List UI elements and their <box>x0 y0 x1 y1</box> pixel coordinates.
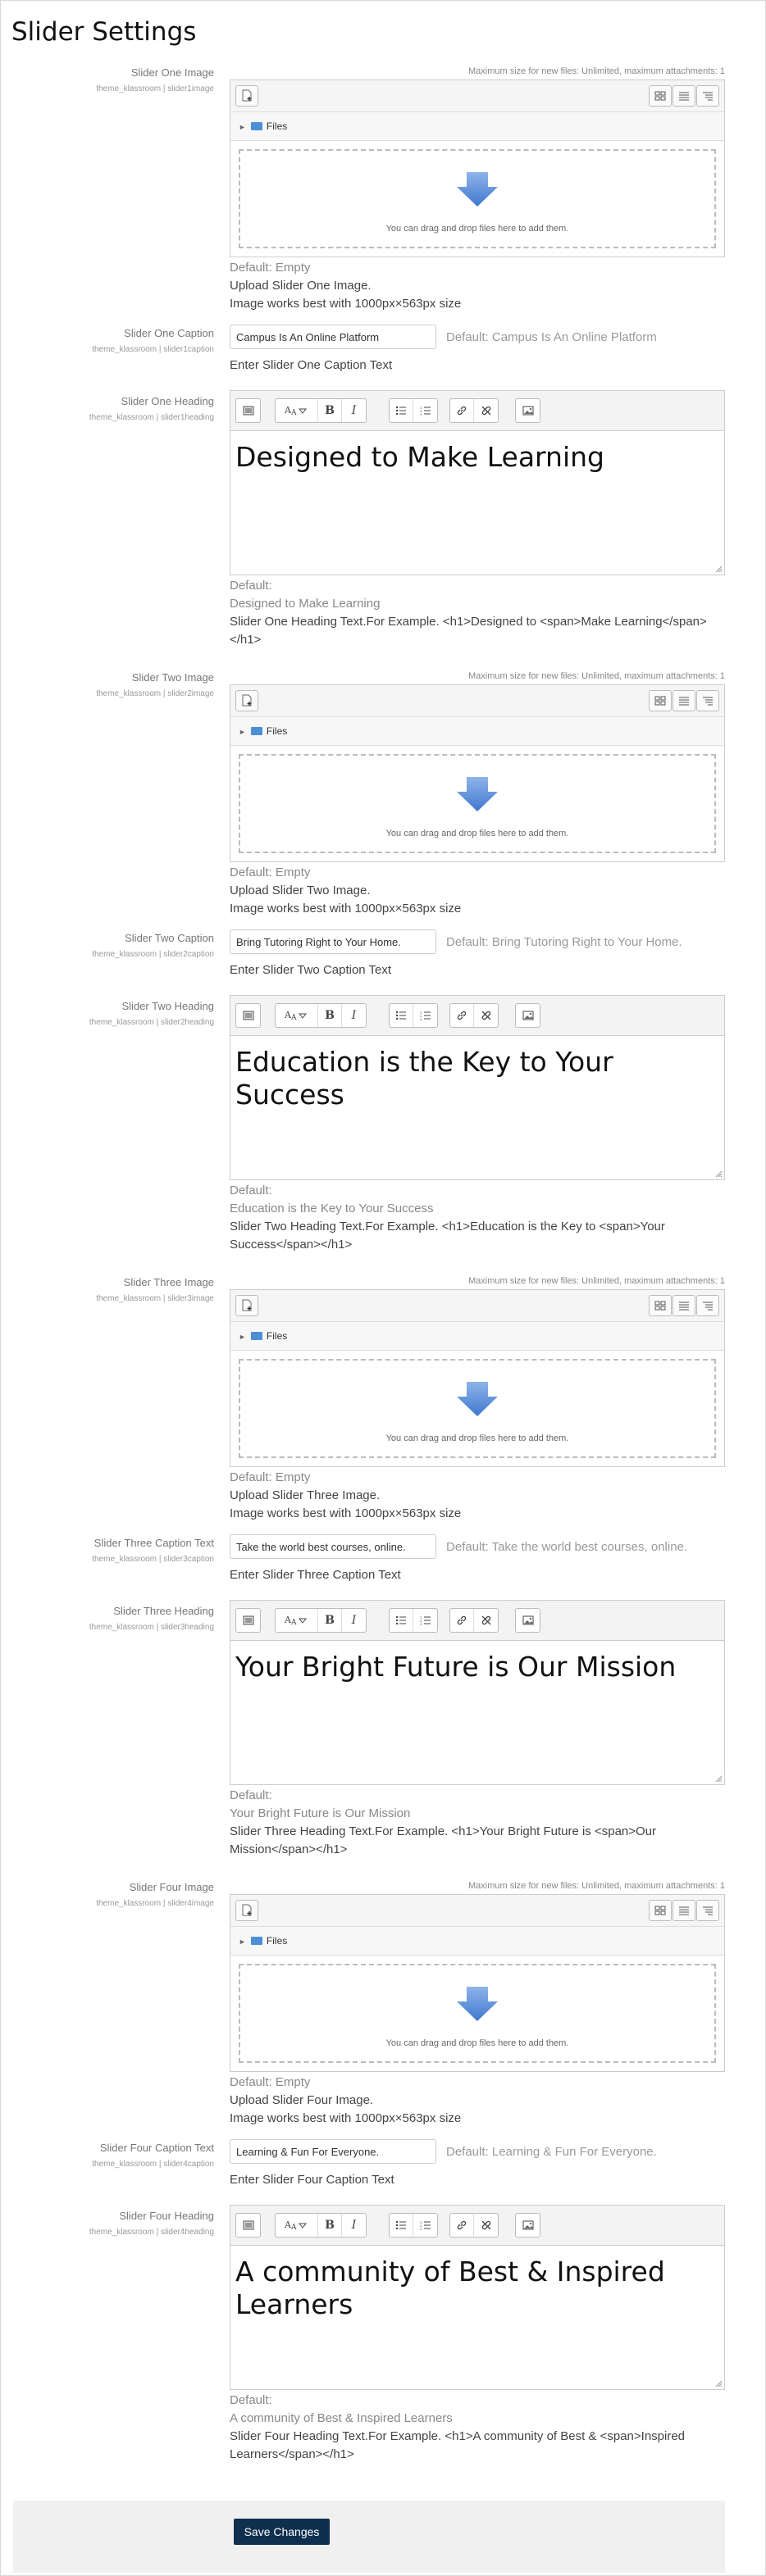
svg-text:A: A <box>290 1619 296 1626</box>
editor-heading-text: Your Bright Future is Our Mission <box>235 1651 677 1683</box>
setting-control <box>230 2139 725 2189</box>
setting-id: theme_klassroom | slider2heading <box>89 1018 214 1027</box>
svg-text:A: A <box>290 2224 296 2231</box>
numbered-list-icon[interactable] <box>413 1004 437 1027</box>
view-list-icon[interactable] <box>673 85 695 107</box>
svg-text:3: 3 <box>419 412 422 416</box>
folder-icon <box>251 1937 262 1945</box>
toolbar-toggle-icon[interactable] <box>236 399 260 422</box>
resize-grip-icon[interactable] <box>714 2379 723 2387</box>
setting-description: Upload Slider Four Image. <box>230 2093 374 2107</box>
toolbar-group <box>515 2213 540 2238</box>
toolbar-group <box>449 2213 499 2238</box>
italic-icon[interactable]: I <box>351 1614 357 1627</box>
toolbar-toggle-icon[interactable] <box>236 1609 260 1632</box>
setting-control <box>230 1600 725 1859</box>
toolbar-group <box>275 1003 367 1028</box>
svg-text:1: 1 <box>419 406 422 410</box>
svg-text:1: 1 <box>419 1615 422 1620</box>
bold-icon[interactable]: B <box>318 1004 342 1027</box>
editor-content[interactable] <box>230 2246 724 2389</box>
drop-instructions: You can drag and drop files here to add them. <box>385 1433 569 1443</box>
file-manager <box>230 80 725 257</box>
default-value: Default: Empty <box>230 261 311 275</box>
bold-icon[interactable]: B <box>318 399 342 422</box>
folder-path[interactable] <box>230 717 724 746</box>
setting-label: Slider Two Caption <box>125 932 214 944</box>
toolbar-group <box>275 2213 367 2238</box>
editor-heading-text: Designed to Make Learning <box>235 441 604 473</box>
download-arrow-icon <box>457 1382 498 1416</box>
setting-id: theme_klassroom | slider4image <box>96 1899 214 1908</box>
default-label: Default: <box>230 1184 272 1197</box>
view-list-icon[interactable] <box>673 690 695 711</box>
view-tree-icon[interactable] <box>696 1295 719 1316</box>
setting-id: theme_klassroom | slider1heading <box>89 413 214 422</box>
setting-label: Slider One Heading <box>121 395 214 407</box>
download-arrow-icon <box>457 172 498 207</box>
bullet-list-icon[interactable] <box>390 399 413 422</box>
svg-text:2: 2 <box>419 1619 422 1623</box>
caption-input[interactable] <box>230 325 436 349</box>
svg-text:1: 1 <box>419 1011 422 1015</box>
files-label: Files <box>266 120 288 132</box>
toolbar-toggle-icon[interactable] <box>236 1004 260 1027</box>
default-value: Default: Empty <box>230 865 311 879</box>
italic-icon[interactable]: I <box>351 2219 357 2232</box>
folder-path[interactable] <box>230 112 724 141</box>
folder-icon <box>251 1332 262 1340</box>
default-value: Default: Campus Is An Online Platform <box>446 329 657 344</box>
svg-text:2: 2 <box>419 2224 422 2228</box>
unlink-icon[interactable] <box>474 399 498 422</box>
toolbar-group <box>389 1608 438 1633</box>
numbered-list-icon[interactable] <box>413 2214 437 2237</box>
view-tree-icon[interactable] <box>696 690 719 711</box>
setting-id: theme_klassroom | slider2caption <box>92 950 214 959</box>
setting-id: theme_klassroom | slider4caption <box>92 2160 214 2169</box>
setting-id: theme_klassroom | slider2image <box>96 689 214 698</box>
setting-description-size: Image works best with 1000px×563px size <box>230 2111 462 2125</box>
svg-text:1: 1 <box>419 2220 422 2224</box>
setting-label: Slider Three Heading <box>113 1605 214 1617</box>
default-label: Default: <box>230 2393 272 2407</box>
view-icons-icon[interactable] <box>649 85 672 107</box>
setting-control <box>230 1881 725 2128</box>
svg-text:A: A <box>284 2219 291 2230</box>
resize-grip-icon[interactable] <box>714 565 723 573</box>
drop-instructions: You can drag and drop files here to add them. <box>385 829 569 838</box>
folder-icon <box>251 727 262 735</box>
insert-image-icon[interactable] <box>516 399 540 422</box>
default-value: A community of Best & Inspired Learners <box>230 2411 453 2425</box>
editor-toolbar <box>230 2206 724 2246</box>
caption-input[interactable] <box>230 929 436 954</box>
setting-control <box>230 66 725 313</box>
setting-label: Slider Four Heading <box>119 2210 214 2222</box>
default-value: Default: Empty <box>230 1470 311 1484</box>
font-style-icon[interactable] <box>276 2214 318 2237</box>
setting-description: Upload Slider Two Image. <box>230 884 371 897</box>
page-title: Slider Settings <box>11 17 197 47</box>
drop-zone[interactable] <box>239 1964 716 2063</box>
svg-text:2: 2 <box>419 409 422 413</box>
svg-text:2: 2 <box>419 1014 422 1018</box>
resize-grip-icon[interactable] <box>714 1170 723 1178</box>
toolbar-group <box>515 398 540 423</box>
default-value: Default: Take the world best courses, online. <box>446 1539 688 1554</box>
setting-description: Enter Slider One Caption Text <box>230 358 393 372</box>
font-style-icon[interactable] <box>276 1004 318 1027</box>
default-value: Default: Learning & Fun For Everyone. <box>446 2144 657 2159</box>
insert-image-icon[interactable] <box>516 2214 540 2237</box>
view-tree-icon[interactable] <box>696 85 719 107</box>
setting-control <box>230 2205 725 2464</box>
setting-control <box>230 929 725 979</box>
download-arrow-icon <box>457 777 498 811</box>
insert-image-icon[interactable] <box>516 1004 540 1027</box>
link-icon[interactable] <box>450 1004 474 1027</box>
default-value: Your Bright Future is Our Mission <box>230 1806 411 1820</box>
max-size-note: Maximum size for new files: Unlimited, maximum attachments: 1 <box>468 66 725 76</box>
expand-triangle-icon: ► <box>239 123 246 131</box>
setting-label: Slider One Caption <box>124 327 214 339</box>
svg-text:A: A <box>290 409 296 416</box>
svg-text:3: 3 <box>419 2227 422 2230</box>
rich-text-editor <box>230 2205 725 2390</box>
drop-zone[interactable] <box>239 754 716 853</box>
unlink-icon[interactable] <box>474 1004 498 1027</box>
files-label: Files <box>266 1935 288 1947</box>
file-manager <box>230 1289 725 1467</box>
toolbar-group <box>235 398 261 423</box>
caption-input[interactable] <box>230 1534 436 1559</box>
expand-triangle-icon: ► <box>239 1333 246 1341</box>
numbered-list-icon[interactable] <box>413 399 437 422</box>
toolbar-group <box>275 1608 367 1633</box>
setting-description-size: Image works best with 1000px×563px size <box>230 902 462 915</box>
folder-icon <box>251 122 262 130</box>
setting-control <box>230 671 725 918</box>
setting-label: Slider One Image <box>130 66 214 79</box>
folder-path[interactable] <box>230 1927 724 1956</box>
default-label: Default: <box>230 1788 272 1802</box>
link-icon[interactable] <box>450 2214 474 2237</box>
link-icon[interactable] <box>450 399 474 422</box>
unlink-icon[interactable] <box>474 1609 498 1632</box>
view-tree-icon[interactable] <box>696 1900 719 1921</box>
drop-zone[interactable] <box>239 149 716 248</box>
toolbar-toggle-icon[interactable] <box>236 2214 260 2237</box>
expand-triangle-icon: ► <box>239 1938 246 1946</box>
files-label: Files <box>266 1330 288 1342</box>
max-size-note: Maximum size for new files: Unlimited, maximum attachments: 1 <box>468 1881 725 1891</box>
bullet-list-icon[interactable] <box>390 1609 413 1632</box>
svg-text:3: 3 <box>419 1622 422 1625</box>
setting-id: theme_klassroom | slider1caption <box>92 345 214 354</box>
drop-zone[interactable] <box>239 1359 716 1458</box>
font-style-icon[interactable] <box>276 399 318 422</box>
bullet-list-icon[interactable] <box>390 2214 413 2237</box>
add-file-icon[interactable] <box>235 690 258 711</box>
editor-toolbar <box>230 996 724 1036</box>
editor-content[interactable] <box>230 1036 724 1179</box>
setting-description: Enter Slider Three Caption Text <box>230 1568 401 1582</box>
editor-content[interactable] <box>230 1641 724 1784</box>
bold-icon[interactable]: B <box>318 1609 342 1632</box>
setting-control <box>230 1276 725 1523</box>
files-label: Files <box>266 725 288 737</box>
rich-text-editor <box>230 995 725 1180</box>
editor-toolbar <box>230 1601 724 1641</box>
bullet-list-icon[interactable] <box>390 1004 413 1027</box>
svg-text:A: A <box>284 405 291 416</box>
view-list-icon[interactable] <box>673 1295 695 1316</box>
insert-image-icon[interactable] <box>516 1609 540 1632</box>
italic-icon[interactable]: I <box>351 1009 357 1022</box>
font-style-icon[interactable] <box>276 1609 318 1632</box>
toolbar-group <box>515 1608 540 1633</box>
numbered-list-icon[interactable] <box>413 1609 437 1632</box>
file-manager-toolbar <box>230 80 724 112</box>
link-icon[interactable] <box>450 1609 474 1632</box>
toolbar-group <box>389 2213 438 2238</box>
toolbar-group <box>275 398 367 423</box>
svg-text:3: 3 <box>419 1017 422 1020</box>
toolbar-group <box>449 1608 499 1633</box>
setting-description: Slider Four Heading Text.For Example. <h1>A community of Best & <span>Inspired Learners</span></h1> <box>230 2429 686 2461</box>
setting-label: Slider Two Image <box>131 671 214 684</box>
rich-text-editor <box>230 1600 725 1785</box>
editor-toolbar <box>230 391 724 431</box>
folder-path[interactable] <box>230 1322 724 1351</box>
setting-description: Upload Slider Three Image. <box>230 1488 381 1502</box>
setting-label: Slider Four Image <box>129 1881 214 1893</box>
unlink-icon[interactable] <box>474 2214 498 2237</box>
setting-description: Slider One Heading Text.For Example. <h1>Designed to <span>Make Learning</span></h1> <box>230 615 707 647</box>
toolbar-group <box>389 398 438 423</box>
italic-icon[interactable]: I <box>351 404 357 417</box>
svg-text:A: A <box>284 1615 291 1625</box>
default-value: Default: Bring Tutoring Right to Your Home. <box>446 934 682 949</box>
setting-label: Slider Two Heading <box>121 1000 214 1012</box>
editor-content[interactable] <box>230 431 724 575</box>
toolbar-group <box>235 1608 261 1633</box>
setting-id: theme_klassroom | slider1image <box>96 84 214 93</box>
download-arrow-icon <box>457 1987 498 2021</box>
save-changes-button[interactable]: Save Changes <box>234 2519 330 2545</box>
setting-control <box>230 995 725 1254</box>
max-size-note: Maximum size for new files: Unlimited, maximum attachments: 1 <box>468 1276 725 1286</box>
file-manager <box>230 684 725 862</box>
setting-description: Slider Three Heading Text.For Example. <h1>Your Bright Future is <span>Our Mission</span></h1> <box>230 1824 657 1856</box>
setting-control <box>230 325 725 375</box>
setting-id: theme_klassroom | slider4heading <box>89 2228 214 2237</box>
svg-text:A: A <box>290 1014 296 1021</box>
svg-text:A: A <box>284 1010 291 1020</box>
view-list-icon[interactable] <box>673 1900 695 1921</box>
file-manager-toolbar <box>230 1895 724 1927</box>
editor-heading-text: Education is the Key to Your Success <box>235 1046 613 1111</box>
setting-id: theme_klassroom | slider3caption <box>92 1555 214 1564</box>
default-value: Designed to Make Learning <box>230 597 381 611</box>
setting-control <box>230 390 725 649</box>
view-icons-icon[interactable] <box>649 690 672 711</box>
caption-input[interactable] <box>230 2139 436 2164</box>
setting-id: theme_klassroom | slider3image <box>96 1294 214 1303</box>
setting-description: Upload Slider One Image. <box>230 279 372 293</box>
setting-control <box>230 1534 725 1584</box>
form-footer <box>13 2501 725 2573</box>
setting-description-size: Image works best with 1000px×563px size <box>230 1506 462 1520</box>
rich-text-editor <box>230 390 725 575</box>
setting-description: Slider Two Heading Text.For Example. <h1>Education is the Key to <span>Your Success</span></h1> <box>230 1220 665 1252</box>
expand-triangle-icon: ► <box>239 728 246 736</box>
toolbar-group <box>235 1003 261 1028</box>
toolbar-group <box>515 1003 540 1028</box>
default-value: Default: Empty <box>230 2075 311 2089</box>
setting-label: Slider Four Caption Text <box>99 2142 214 2154</box>
add-file-icon[interactable] <box>235 1295 258 1316</box>
add-file-icon[interactable] <box>235 85 258 107</box>
toolbar-group <box>235 2213 261 2238</box>
file-manager <box>230 1894 725 2072</box>
add-file-icon[interactable] <box>235 1900 258 1921</box>
resize-grip-icon[interactable] <box>714 1774 723 1783</box>
setting-label: Slider Three Caption Text <box>93 1537 214 1549</box>
setting-description: Enter Slider Two Caption Text <box>230 963 392 977</box>
view-icons-icon[interactable] <box>649 1900 672 1921</box>
default-value: Education is the Key to Your Success <box>230 1202 434 1215</box>
setting-description-size: Image works best with 1000px×563px size <box>230 297 462 311</box>
editor-heading-text: A community of Best & Inspired Learners <box>235 2256 665 2320</box>
file-manager-toolbar <box>230 685 724 717</box>
setting-description: Enter Slider Four Caption Text <box>230 2173 394 2187</box>
toolbar-group <box>449 398 499 423</box>
setting-id: theme_klassroom | slider3heading <box>89 1623 214 1632</box>
bold-icon[interactable]: B <box>318 2214 342 2237</box>
toolbar-group <box>449 1003 499 1028</box>
default-label: Default: <box>230 579 272 593</box>
drop-instructions: You can drag and drop files here to add them. <box>385 2038 569 2048</box>
file-manager-toolbar <box>230 1290 724 1322</box>
setting-label: Slider Three Image <box>123 1276 214 1288</box>
toolbar-group <box>389 1003 438 1028</box>
drop-instructions: You can drag and drop files here to add them. <box>385 224 569 234</box>
view-icons-icon[interactable] <box>649 1295 672 1316</box>
max-size-note: Maximum size for new files: Unlimited, maximum attachments: 1 <box>468 671 725 681</box>
